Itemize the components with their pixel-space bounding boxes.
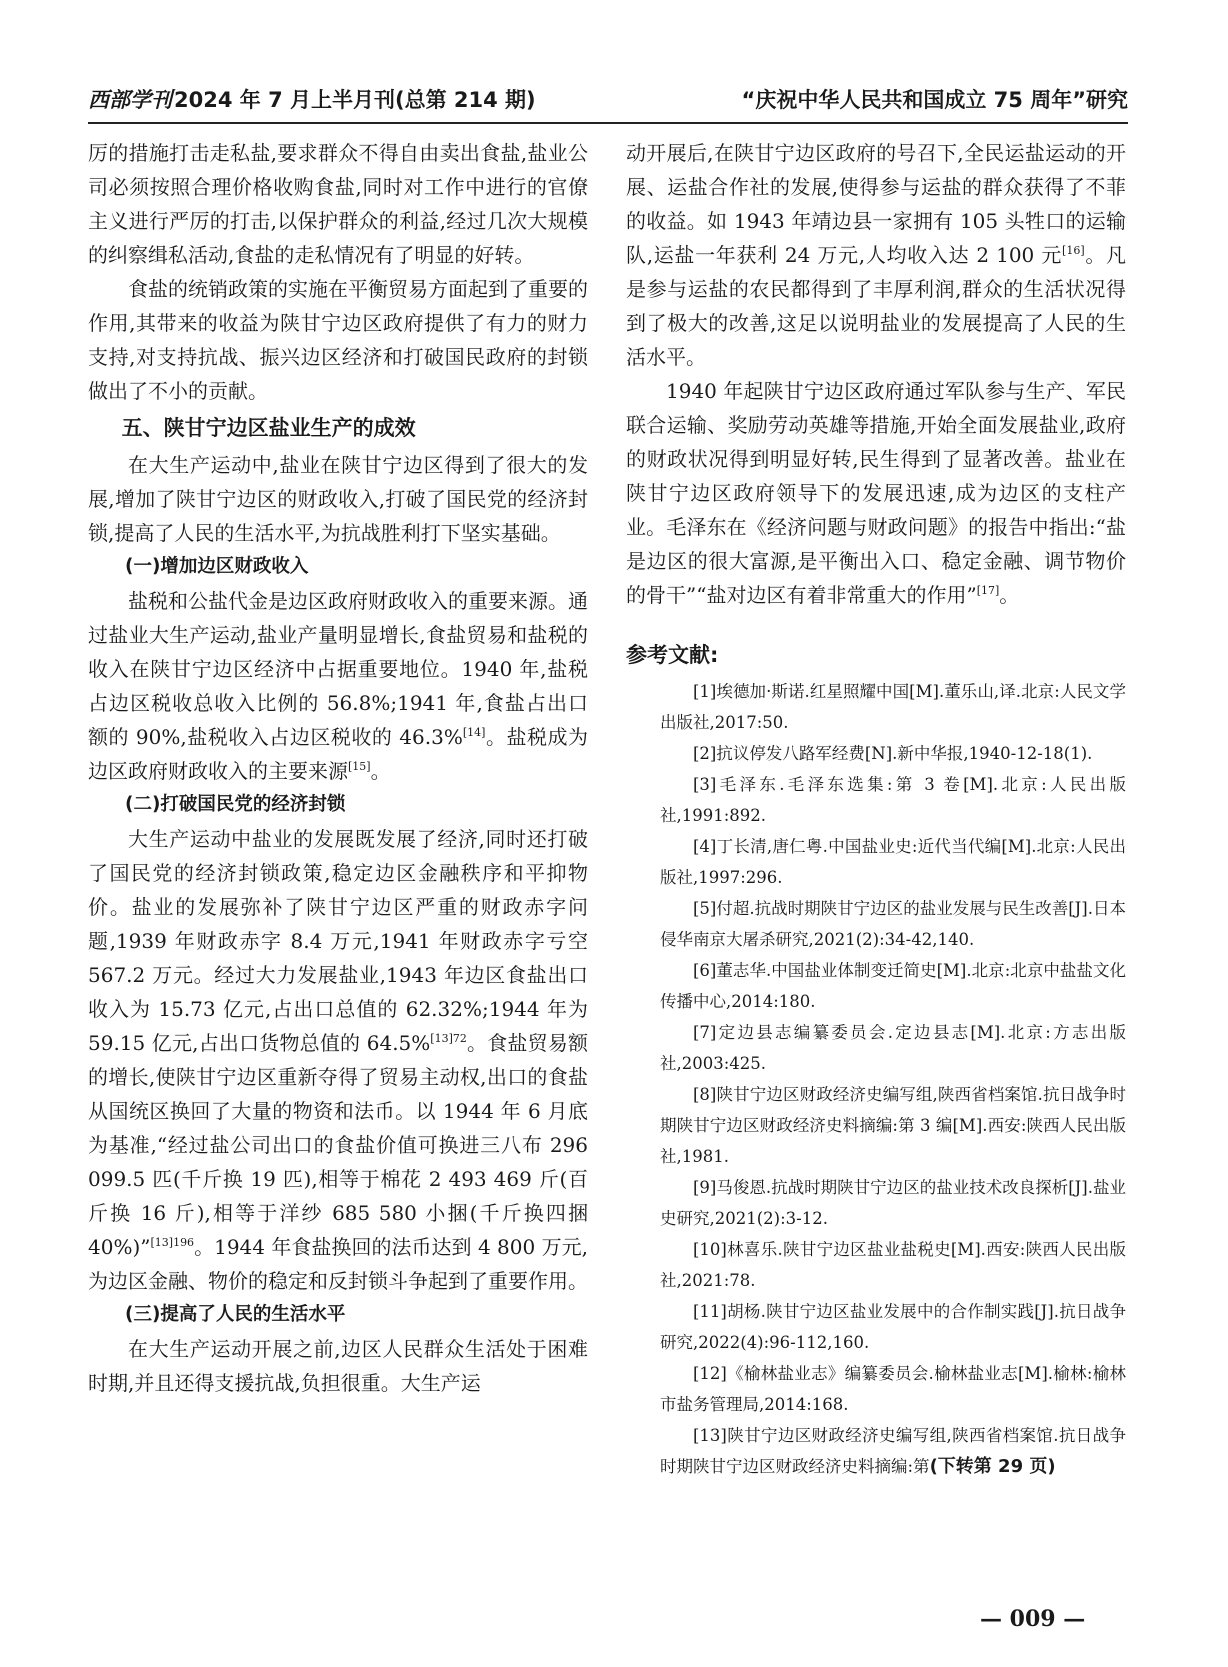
paragraph xyxy=(88,584,588,788)
citation: [14] xyxy=(462,726,486,739)
text: 。 xyxy=(999,583,1020,607)
subsection-heading: (二)打破国民党的经济封锁 xyxy=(125,794,346,815)
left-column xyxy=(88,136,588,1400)
issue-label: 2024 年 7 月上半月刊(总第 214 期) xyxy=(174,88,536,112)
citation: [17] xyxy=(976,584,1000,597)
page-number: — 009 — xyxy=(980,1606,1086,1632)
reference-item: [8]陕甘宁边区财政经济史编写组,陕西省档案馆.抗日战争时期陕甘宁边区财政经济史料摘编:第 3 编[M].西安:陕西人民出版社,1981. xyxy=(660,1085,1126,1166)
section-heading: 五、陕甘宁边区盐业生产的成效 xyxy=(121,416,416,440)
reference-item: [11]胡杨.陕甘宁边区盐业发展中的合作制实践[J].抗日战争研究,2022(4):96-112,160. xyxy=(660,1302,1126,1352)
text: 。食盐贸易额的增长,使陕甘宁边区重新夺得了贸易主动权,出口的食盐从国统区换回了大量的物资和法币。以 1944 年 6 月底为基准,“经过盐公司出口的食盐价值可换进三八布 296 099.5 匹(千斤换 19 匹),相等于棉花 2 493 469 斤(百斤换 16 斤),相等于洋纱 685 580 小捆(千斤换四捆 40%)” xyxy=(88,1031,588,1259)
running-header xyxy=(88,82,1128,118)
citation: [16] xyxy=(1062,244,1085,257)
text: 。盐税成为边区政府财政收入的主要来源 xyxy=(88,725,589,783)
reference-item xyxy=(626,1420,1126,1482)
reference-item: [1]埃德加·斯诺.红星照耀中国[M].董乐山,译.北京:人民文学出版社,2017:50. xyxy=(660,682,1126,732)
reference-item: [10]林喜乐.陕甘宁边区盐业盐税史[M].西安:陕西人民出版社,2021:78. xyxy=(660,1240,1126,1290)
references-heading: 参考文献: xyxy=(626,643,719,667)
text: 1940 年起陕甘宁边区政府通过军队参与生产、军民联合运输、奖励劳动英雄等措施,开始全面发展盐业,政府的财政状况得到明显好转,民生得到了显著改善。盐业在陕甘宁边区政府领导下的发展迅速,成为边区的支柱产业。毛泽东在《经济问题与财政问题》的报告中指出:“盐是边区的很大富源,是平衡出入口、稳定金融、调节物价的骨干”“盐对边区有着非常重大的作用” xyxy=(626,379,1126,607)
reference-item: [2]抗议停发八路军经费[N].新中华报,1940-12-18(1). xyxy=(693,744,1093,763)
header-column-title: “庆祝中华人民共和国成立 75 周年”研究 xyxy=(741,88,1128,112)
reference-item: [4]丁长清,唐仁粤.中国盐业史:近代当代编[M].北京:人民出版社,1997:296. xyxy=(660,837,1126,887)
paragraph: 在大生产运动开展之前,边区人民群众生活处于困难时期,并且还得支援抗战,负担很重。大生产运 xyxy=(88,1337,588,1395)
continued-note: (下转第 29 页) xyxy=(929,1456,1056,1477)
right-column xyxy=(626,136,1126,1482)
text: 。1944 年食盐换回的法币达到 4 800 万元,为边区金融、物价的稳定和反封锁斗争起到了重要作用。 xyxy=(88,1235,588,1293)
text: 盐税和公盐代金是边区政府财政收入的重要来源。通过盐业大生产运动,盐业产量明显增长,食盐贸易和盐税的收入在陕甘宁边区经济中占据重要地位。1940 年,盐税占边区税收总收入比例的 56.8%;1941 年,食盐占出口额的 90%,盐税收入占边区税收的 46.3% xyxy=(88,589,588,749)
reference-item: [12]《榆林盐业志》编纂委员会.榆林盐业志[M].榆林:榆林市盐务管理局,2014:168. xyxy=(660,1364,1126,1414)
reference-item: [7]定边县志编纂委员会.定边县志[M].北京:方志出版社,2003:425. xyxy=(660,1023,1126,1073)
reference-list xyxy=(626,676,1126,1482)
paragraph xyxy=(626,374,1126,612)
reference-item: [3]毛泽东.毛泽东选集:第 3 卷[M].北京:人民出版社,1991:892. xyxy=(660,775,1126,825)
header-divider xyxy=(88,122,1128,124)
paragraph: 在大生产运动中,盐业在陕甘宁边区得到了很大的发展,增加了陕甘宁边区的财政收入,打破了国民党的经济封锁,提高了人民的生活水平,为抗战胜利打下坚实基础。 xyxy=(88,453,588,545)
reference-item: [6]董志华.中国盐业体制变迁简史[M].北京:北京中盐盐文化传播中心,2014:180. xyxy=(660,961,1126,1011)
text: 。 xyxy=(370,759,391,783)
paragraph xyxy=(88,822,588,1298)
citation: [13]72 xyxy=(430,1032,467,1045)
text: 。凡是参与运盐的农民都得到了丰厚利润,群众的生活状况得到了极大的改善,这足以说明盐业的发展提高了人民的生活水平。 xyxy=(626,243,1127,369)
journal-logo: 西部学刊 xyxy=(88,87,172,112)
citation: [15] xyxy=(348,760,371,773)
reference-item: [5]付超.抗战时期陕甘宁边区的盐业发展与民生改善[J].日本侵华南京大屠杀研究,2021(2):34-42,140. xyxy=(660,899,1126,949)
subsection-heading: (一)增加边区财政收入 xyxy=(125,556,309,577)
paragraph: 厉的措施打击走私盐,要求群众不得自由卖出食盐,盐业公司必须按照合理价格收购食盐,同时对工作中进行的官僚主义进行严厉的打击,以保护群众的利益,经过几次大规模的纠察缉私活动,食盐的走私情况有了明显的好转。 xyxy=(88,141,588,267)
reference-item: [9]马俊恩.抗战时期陕甘宁边区的盐业技术改良探析[J].盐业史研究,2021(2):3-12. xyxy=(660,1178,1126,1228)
text: [13]陕甘宁边区财政经济史编写组,陕西省档案馆.抗日战争时期陕甘宁边区财政经济史料摘编:第 xyxy=(660,1426,1126,1476)
text: 动开展后,在陕甘宁边区政府的号召下,全民运盐运动的开展、运盐合作社的发展,使得参与运盐的群众获得了不菲的收益。如 1943 年靖边县一家拥有 105 头牲口的运输队,运盐一年获利 24 万元,人均收入达 2 100 元 xyxy=(626,141,1126,267)
header-journal-issue xyxy=(88,84,536,114)
text: 大生产运动中盐业的发展既发展了经济,同时还打破了国民党的经济封锁政策,稳定边区金融秩序和平抑物价。盐业的发展弥补了陕甘宁边区严重的财政赤字问题,1939 年财政赤字 8.4 万元,1941 年财政赤字亏空 567.2 万元。经过大力发展盐业,1943 年边区食盐出口收入为 15.73 亿元,占出口总值的 62.32%;1944 年为 59.15 亿元,占出口货物总值的 64.5% xyxy=(88,827,588,1055)
paragraph: 食盐的统销政策的实施在平衡贸易方面起到了重要的作用,其带来的收益为陕甘宁边区政府提供了有力的财力支持,对支持抗战、振兴边区经济和打破国民政府的封锁做出了不小的贡献。 xyxy=(88,277,588,403)
citation: [13]196 xyxy=(150,1236,195,1249)
subsection-heading: (三)提高了人民的生活水平 xyxy=(125,1304,346,1325)
paragraph xyxy=(626,136,1126,374)
